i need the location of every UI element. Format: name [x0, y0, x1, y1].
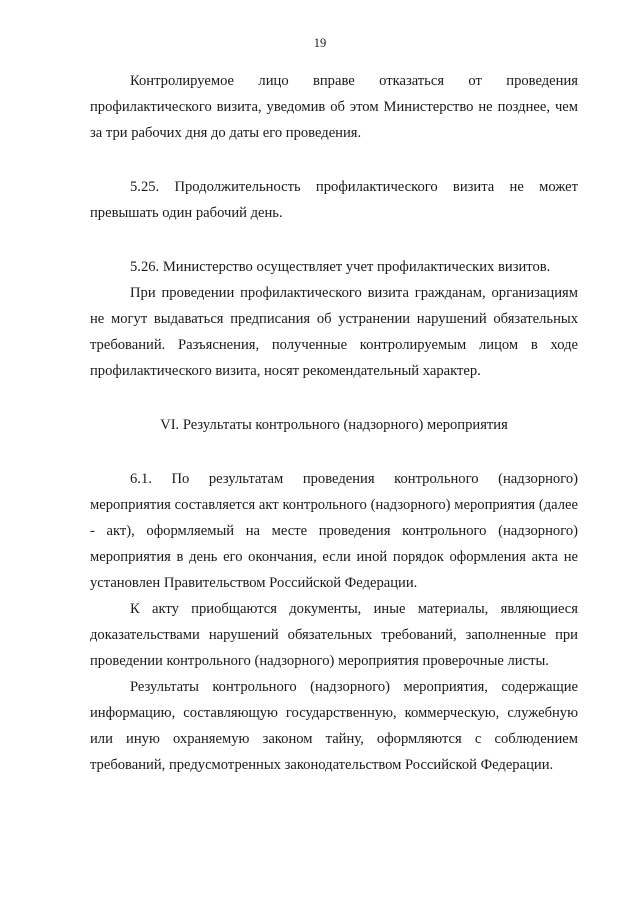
paragraph-5-25: 5.25. Продолжительность профилактического визита не может превышать один рабочий день. — [90, 179, 578, 221]
document-body — [90, 68, 578, 778]
paragraph-attachments: К акту приобщаются документы, иные материалы, являющиеся доказательствами нарушений обязательных требований, заполненные при проведении контрольного (надзорного) мероприятия проверочные листы. — [90, 601, 578, 669]
section-heading: VI. Результаты контрольного (надзорного) мероприятия — [160, 417, 508, 433]
paragraph-5-26: 5.26. Министерство осуществляет учет профилактических визитов. — [130, 259, 551, 275]
page-number: 19 — [313, 36, 327, 50]
paragraph-refusal: Контролируемое лицо вправе отказаться от проведения профилактического визита, уведомив об этом Министерство не позднее, чем за три рабочих дня до даты его проведения. — [90, 73, 578, 141]
paragraph-secrecy: Результаты контрольного (надзорного) мероприятия, содержащие информацию, составляющую государственную, коммерческую, служебную или иную охраняемую законом тайну, оформляются с соблюдением требований, предусмотренных законодательством Российской Федерации. — [90, 679, 578, 773]
paragraph-prescriptions: При проведении профилактического визита гражданам, организациям не могут выдаваться предписания об устранении нарушений обязательных требований. Разъяснения, полученные контролируемым лицом в ходе профилактического визита, носят рекомендательный характер. — [90, 285, 578, 379]
paragraph-6-1: 6.1. По результатам проведения контрольного (надзорного) мероприятия составляется акт контрольного (надзорного) мероприятия (далее - акт), оформляемый на месте проведения контрольного (надзорного) мероприятия в день его окончания, если иной порядок оформления акта не установлен Правительством Российской Федерации. — [90, 471, 578, 591]
